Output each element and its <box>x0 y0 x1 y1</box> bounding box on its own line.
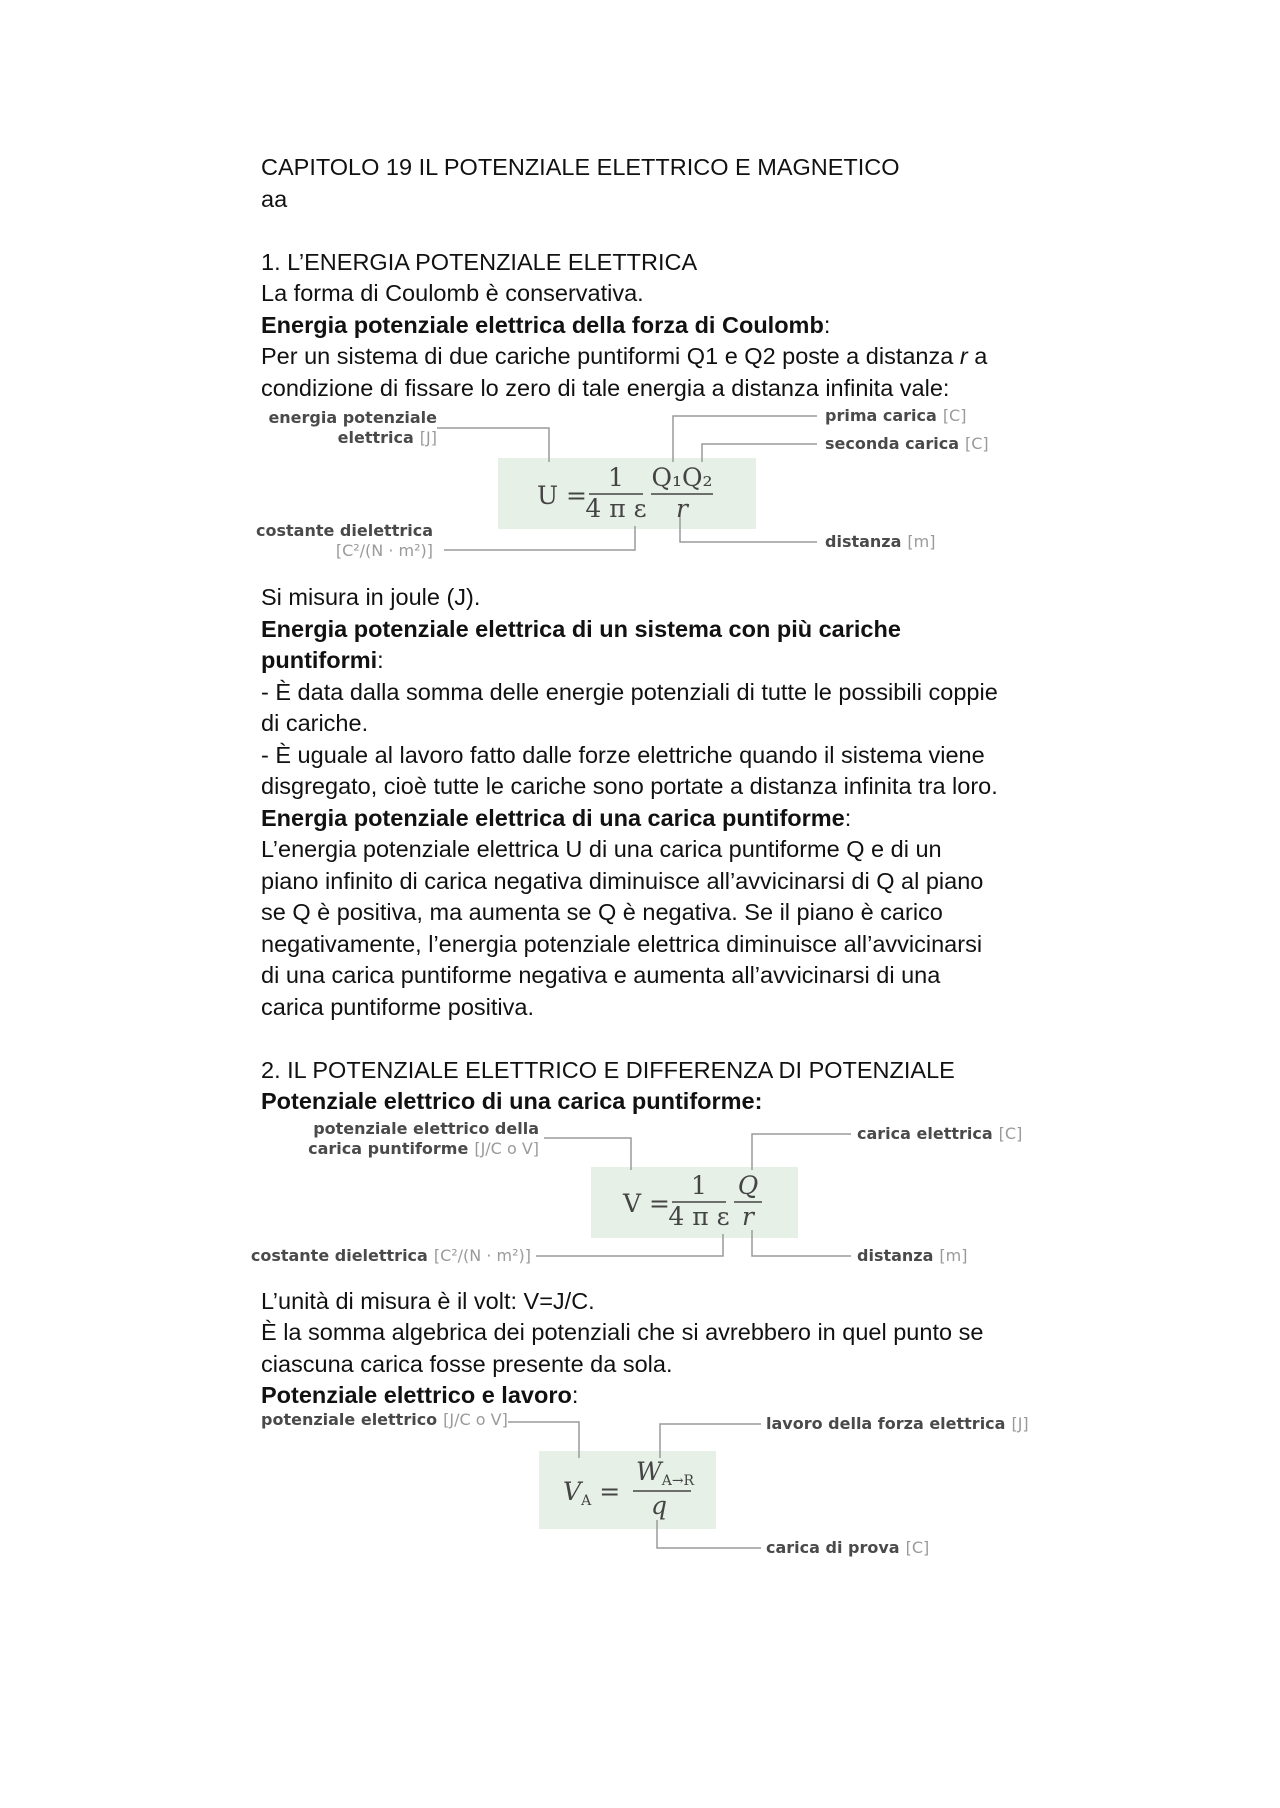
section2-def1: Potenziale elettrico di una carica puntiforme: <box>261 1088 763 1114</box>
label-energy-line2 <box>338 428 437 447</box>
label-potential <box>261 1410 508 1429</box>
eq-numerator-1: 1 <box>608 463 624 492</box>
eq-denominator: q <box>650 1490 668 1520</box>
def-colon: : <box>844 804 852 831</box>
eq-denominator-1: 4 π ε <box>585 494 647 523</box>
label-work <box>766 1414 1029 1433</box>
label-energy-line1: energia potenziale <box>268 408 437 427</box>
label-dielectric <box>251 1246 531 1265</box>
section1-def2-line2 <box>261 645 1021 677</box>
label-text: lavoro della forza elettrica <box>766 1413 1006 1433</box>
section2-heading: 2. IL POTENZIALE ELETTRICO E DIFFERENZA DI POTENZIALE <box>261 1056 955 1083</box>
text-run: a <box>967 343 988 369</box>
label-electric-charge <box>857 1124 1022 1143</box>
def-colon: : <box>571 1382 579 1408</box>
section1-p1-line2: condizione di fissare lo zero di tale energia a distanza infinita vale: <box>261 374 950 401</box>
section1-intro: La forma di Coulomb è conservativa. <box>261 280 644 306</box>
doc-subtitle: aa <box>261 185 288 212</box>
label-unit: [J/C o V] <box>474 1138 539 1158</box>
bullet1-line1: - È data dalla somma delle energie potenziali di tutte le possibili coppie <box>261 678 998 705</box>
def-colon: : <box>377 647 384 673</box>
label-text: seconda carica <box>825 434 959 453</box>
label-text: carica di prova <box>766 1537 900 1557</box>
section2-p2-line2: ciascuna carica fosse presente da sola. <box>261 1350 673 1377</box>
p3-line: di una carica puntiforme negativa e aumenta all’avvicinarsi di una <box>261 962 941 988</box>
label-test-charge <box>766 1538 929 1557</box>
eq-subscript: A→R <box>661 1472 695 1489</box>
text-run: Per un sistema di due cariche puntiformi Q1 e Q2 poste a distanza <box>261 343 960 369</box>
def-term: Energia potenziale elettrica della forza di Coulomb <box>261 311 824 338</box>
def-colon: : <box>823 311 831 338</box>
label-unit: [C] <box>942 406 967 425</box>
label-unit: [C] <box>965 434 989 453</box>
section1-unit: Si misura in joule (J). <box>261 584 481 610</box>
eq-numerator-2: Q <box>737 1170 759 1200</box>
eq-numerator-2: Q₁Q₂ <box>651 463 713 492</box>
italic-r: r <box>959 343 968 369</box>
label-unit: [J] <box>419 428 437 447</box>
label-dielectric: costante dielettrica <box>256 521 433 540</box>
section2-def2 <box>261 1380 1021 1412</box>
document-page <box>250 152 1029 1582</box>
eq-numerator-1: 1 <box>691 1170 707 1200</box>
label-unit: [m] <box>907 532 936 551</box>
label-text: costante dielettrica <box>250 1245 428 1265</box>
eq-lhs: U = <box>537 481 587 510</box>
def-term: Energia potenziale elettrica di una carica puntiforme <box>261 804 845 831</box>
label-text: carica elettrica <box>857 1123 993 1143</box>
bullet2-line2: disgregato, cioè tutte le cariche sono portate a distanza infinita tra loro. <box>261 773 998 799</box>
section1-p1-line1 <box>261 341 1021 373</box>
eq-equals: = <box>599 1476 621 1506</box>
label-unit: [C] <box>998 1123 1023 1143</box>
label-potential-line1: potenziale elettrico della <box>313 1118 539 1138</box>
p3-line: carica puntiforme positiva. <box>261 993 534 1020</box>
section1-heading: 1. L’ENERGIA POTENZIALE ELETTRICA <box>261 248 698 275</box>
label-unit: [J/C o V] <box>443 1409 508 1429</box>
p3-line: se Q è positiva, ma aumenta se Q è negativa. Se il piano è carico <box>261 899 943 925</box>
eq-denominator-2: r <box>676 494 688 523</box>
label-text: potenziale elettrico <box>261 1409 438 1429</box>
eq-denominator-1: 4 π ε <box>668 1201 730 1231</box>
p3-line: L’energia potenziale elettrica U di una carica puntiforme Q e di un <box>261 836 942 862</box>
label-unit: [C²/(N · m²)] <box>433 1245 531 1265</box>
bullet2-line1: - È uguale al lavoro fatto dalle forze elettriche quando il sistema viene <box>261 741 985 768</box>
section1-def3 <box>261 803 1021 835</box>
label-text: elettrica <box>337 428 414 447</box>
section1-def1 <box>261 310 1021 342</box>
p3-line: piano infinito di carica negativa diminuisce all’avvicinarsi di Q al piano <box>261 867 984 894</box>
label-text: carica puntiforme <box>308 1138 469 1158</box>
eq-denominator-2: r <box>742 1201 754 1231</box>
figure-potential-work <box>261 1409 1029 1582</box>
eq-symbol: W <box>636 1456 662 1486</box>
eq-lhs: V = <box>623 1188 670 1218</box>
label-unit: [J] <box>1011 1413 1029 1433</box>
doc-title: CAPITOLO 19 IL POTENZIALE ELETTRICO E MAGNETICO <box>261 154 900 180</box>
label-potential-line2 <box>308 1139 539 1158</box>
figure-point-charge-potential <box>250 1118 1023 1286</box>
section2-unit: L’unità di misura è il volt: V=J/C. <box>261 1287 595 1314</box>
def-term: Potenziale elettrico e lavoro <box>261 1382 572 1408</box>
label-text: distanza <box>857 1245 934 1265</box>
label-first-charge <box>825 406 966 425</box>
def-term: puntiformi <box>261 647 378 673</box>
label-distance <box>857 1246 967 1265</box>
figure-coulomb-energy <box>256 404 1021 582</box>
eq-symbol: V <box>563 1476 582 1506</box>
section1-def2-line1: Energia potenziale elettrica di un sistema con più cariche <box>261 615 901 642</box>
label-text: distanza <box>825 532 902 551</box>
label-dielectric-unit: [C²/(N · m²)] <box>335 541 433 560</box>
bullet1-line2: di cariche. <box>261 710 369 736</box>
label-text: prima carica <box>825 406 937 425</box>
label-distance <box>825 532 935 551</box>
eq-subscript: A <box>581 1492 592 1509</box>
section2-p2-line1: È la somma algebrica dei potenziali che si avrebbero in quel punto se <box>261 1319 984 1345</box>
label-second-charge <box>825 434 989 453</box>
label-unit: [m] <box>939 1245 968 1265</box>
p3-line: negativamente, l’energia potenziale elettrica diminuisce all’avvicinarsi <box>261 930 983 957</box>
label-unit: [C] <box>905 1537 930 1557</box>
